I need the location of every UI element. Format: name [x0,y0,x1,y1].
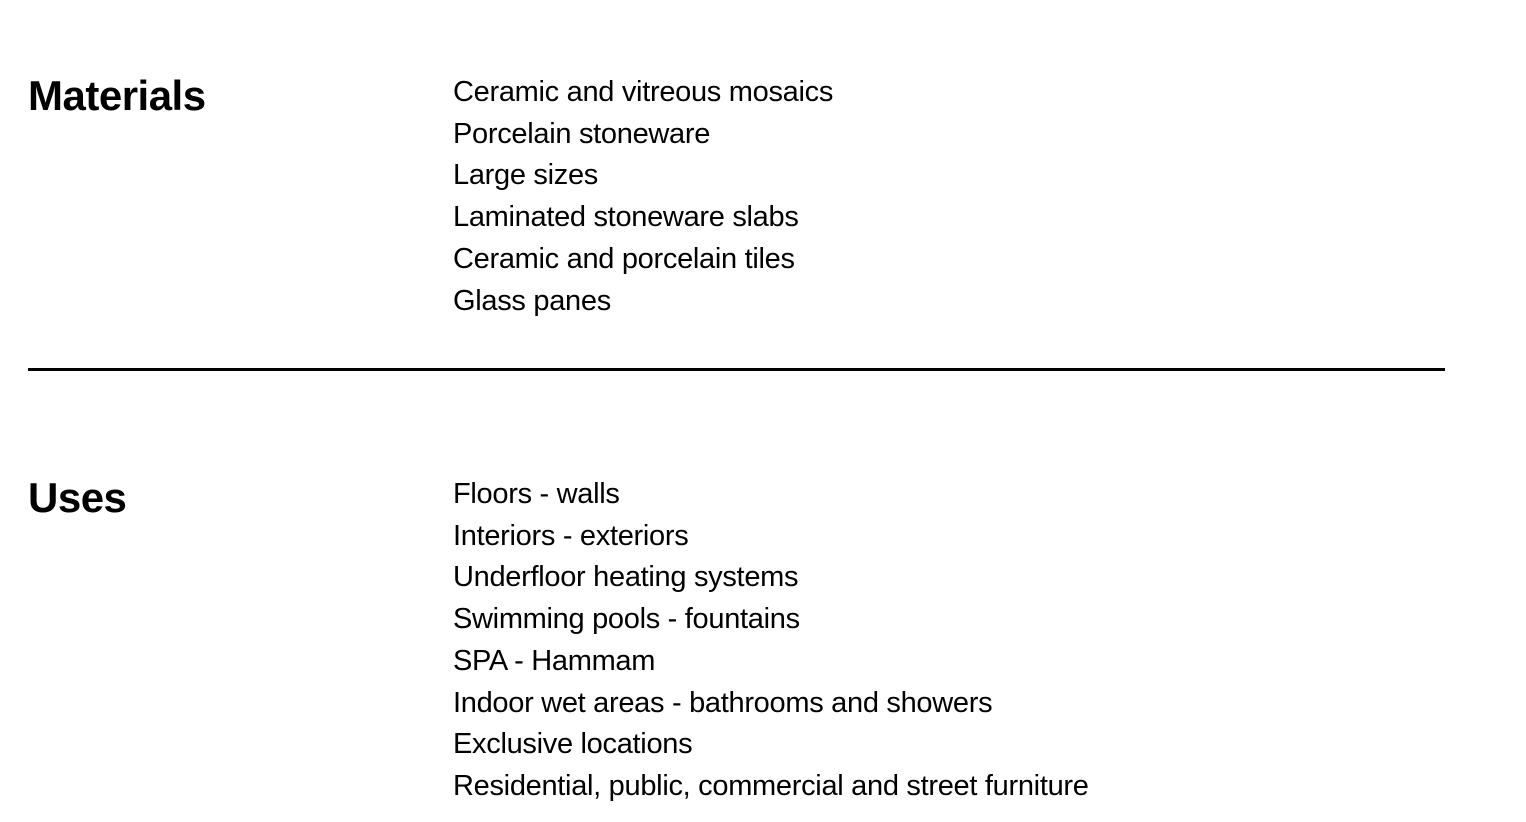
uses-list [453,474,1089,808]
uses-list-item: Indoor wet areas - bathrooms and showers [453,686,993,719]
materials-list-item: Laminated stoneware slabs [453,201,799,234]
uses-list-item: Residential, public, commercial and street furniture [453,769,1089,802]
uses-list-item: Swimming pools - fountains [453,603,800,636]
uses-heading: Uses [28,474,127,521]
uses-list-item: Floors - walls [453,478,620,510]
materials-list-item: Glass panes [453,284,611,317]
uses-list-item: Exclusive locations [453,728,693,761]
materials-list-item: Large sizes [453,159,598,192]
materials-list [453,72,833,322]
uses-list-item: Underfloor heating systems [453,561,799,594]
uses-list-item: SPA - Hammam [453,644,656,677]
uses-list-item: Interiors - exteriors [453,519,689,552]
materials-list-item: Ceramic and porcelain tiles [453,242,795,275]
materials-list-item: Porcelain stoneware [453,117,711,150]
materials-list-item: Ceramic and vitreous mosaics [453,76,834,108]
materials-heading: Materials [28,72,206,119]
section-divider [28,368,1445,371]
